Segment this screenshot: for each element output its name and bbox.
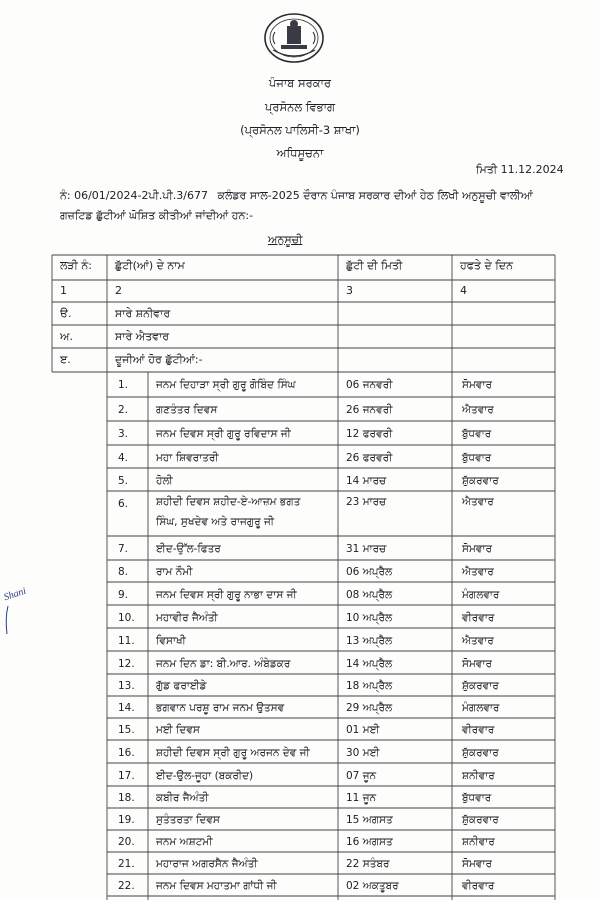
holiday-name: ਗਣਤੰਤਰ ਦਿਵਸ bbox=[156, 404, 218, 416]
holiday-name: ਜਨਮ ਅਸ਼ਟਮੀ bbox=[156, 836, 213, 848]
col-number-3: 3 bbox=[346, 284, 353, 297]
holiday-number: 7. bbox=[118, 543, 129, 555]
holiday-date: 10 ਅਪ੍ਰੈਲ bbox=[346, 612, 393, 624]
col-number-2: 2 bbox=[115, 284, 122, 297]
holiday-date: 08 ਅਪ੍ਰੈਲ bbox=[346, 589, 393, 601]
holiday-date: 01 ਮਈ bbox=[346, 724, 380, 736]
table-row bbox=[0, 674, 600, 696]
reference-number: ਨੰ: 06/01/2024-2ਪੀ.ਪੀ.3/677 bbox=[60, 189, 208, 202]
holiday-day: ਬੁੱਧਵਾਰ bbox=[462, 452, 492, 464]
header-department: ਪ੍ਰਸੋਨਲ ਵਿਭਾਗ bbox=[264, 100, 336, 114]
holiday-number: 3. bbox=[118, 428, 129, 440]
reference-text-continued: ਗਜ਼ਟਿਡ ਛੁੱਟੀਆਂ ਘੋਸ਼ਿਤ ਕੀਤੀਆਂ ਜਾਂਦੀਆਂ ਹਨ:- bbox=[60, 209, 254, 222]
header-notification: ਅਧਿਸੂਚਨਾ bbox=[276, 146, 324, 160]
table-row bbox=[0, 628, 600, 651]
holiday-day: ਸੋਮਵਾਰ bbox=[462, 858, 492, 870]
holiday-number: 20. bbox=[118, 836, 135, 848]
holiday-day: ਐਤਵਾਰ bbox=[462, 635, 494, 647]
holiday-date: 12 ਫਰਵਰੀ bbox=[346, 428, 393, 440]
holiday-day: ਸੋਮਵਾਰ bbox=[462, 379, 492, 391]
col-header-name: ਛੁੱਟੀ(ਆਂ) ਦੇ ਨਾਮ bbox=[115, 259, 185, 272]
holiday-date: 22 ਸਤੰਬਰ bbox=[346, 858, 390, 870]
table-row bbox=[0, 718, 600, 740]
holiday-name-line2: ਸਿੰਘ, ਸੁਖਦੇਵ ਅਤੇ ਰਾਜਗੁਰੂ ਜੀ bbox=[156, 516, 275, 528]
holiday-day: ਐਤਵਾਰ bbox=[462, 566, 494, 578]
category-name: ਸਾਰੇ ਐਤਵਾਰ bbox=[115, 330, 170, 343]
holiday-name: ਸੁਤੰਤਰਤਾ ਦਿਵਸ bbox=[156, 814, 220, 826]
holiday-date: 14 ਅਪ੍ਰੈਲ bbox=[346, 658, 393, 670]
table-row bbox=[0, 852, 600, 874]
holiday-date: 26 ਜਨਵਰੀ bbox=[346, 404, 393, 416]
holiday-number: 10. bbox=[118, 612, 135, 624]
holiday-date: 06 ਜਨਵਰੀ bbox=[346, 379, 393, 391]
holiday-date: 11 ਜੂਨ bbox=[346, 792, 377, 804]
holiday-number: 4. bbox=[118, 452, 129, 464]
table-row bbox=[0, 808, 600, 830]
holiday-day: ਸ਼ੁੱਕਰਵਾਰ bbox=[462, 814, 499, 826]
col-header-serial: ਲੜੀ ਨੰ: bbox=[60, 259, 93, 272]
header-govt: ਪੰਜਾਬ ਸਰਕਾਰ bbox=[268, 76, 332, 90]
holiday-date: 13 ਅਪ੍ਰੈਲ bbox=[346, 635, 393, 647]
holiday-date: 30 ਮਈ bbox=[346, 747, 380, 759]
holiday-name: ਵਿਸਾਖੀ bbox=[156, 635, 186, 647]
holiday-name: ਮਹਾਰਾਜ ਅਗਰਸੈਨ ਜੈਅੰਤੀ bbox=[156, 858, 258, 870]
holiday-day: ਬੁੱਧਵਾਰ bbox=[462, 428, 492, 440]
holiday-name: ਈਦ-ਉੱਲ-ਫਿਤਰ bbox=[156, 543, 221, 555]
holiday-date: 07 ਜੂਨ bbox=[346, 770, 377, 782]
table-row bbox=[0, 445, 600, 468]
notification-date: ਮਿਤੀ 11.12.2024 bbox=[476, 163, 564, 176]
holiday-name: ਈਦ-ਉਲ-ਜੂਹਾ (ਬਕਰੀਦ) bbox=[156, 770, 254, 782]
holiday-day: ਮੰਗਲਵਾਰ bbox=[462, 589, 500, 601]
table-row bbox=[0, 582, 600, 605]
holiday-day: ਐਤਵਾਰ bbox=[462, 496, 494, 508]
holiday-name: ਮਹਾ ਸ਼ਿਵਰਾਤਰੀ bbox=[156, 452, 219, 464]
holiday-day: ਸੋਮਵਾਰ bbox=[462, 658, 492, 670]
holiday-date: 16 ਅਗਸਤ bbox=[346, 836, 393, 848]
holiday-name: ਜਨਮ ਦਿਵਸ ਸ੍ਰੀ ਗੁਰੂ ਰਵਿਦਾਸ ਜੀ bbox=[156, 428, 291, 440]
table-row bbox=[0, 536, 600, 560]
holiday-number: 19. bbox=[118, 814, 135, 826]
holiday-name: ਜਨਮ ਦਿਵਸ ਮਹਾਤਮਾ ਗਾਂਧੀ ਜੀ bbox=[156, 880, 277, 892]
table-row bbox=[0, 763, 600, 786]
holiday-day: ਸ਼ਨੀਵਾਰ bbox=[462, 836, 495, 848]
holiday-date: 15 ਅਗਸਤ bbox=[346, 814, 393, 826]
holiday-day: ਸ਼ੁੱਕਰਵਾਰ bbox=[462, 680, 499, 692]
margin-note-text: Shani bbox=[2, 585, 28, 604]
col-number-1: 1 bbox=[60, 284, 67, 297]
table-row bbox=[0, 874, 600, 896]
table-row bbox=[0, 421, 600, 445]
holiday-number: 13. bbox=[118, 680, 135, 692]
schedule-title: ਅਨੁਸੂਚੀ bbox=[268, 233, 303, 246]
holiday-number: 21. bbox=[118, 858, 135, 870]
holiday-name: ਰਾਮ ਨੌਮੀ bbox=[156, 566, 193, 578]
holiday-day: ਵੀਰਵਾਰ bbox=[462, 880, 495, 892]
category-name: ਦੂਜੀਆਂ ਹੋਰ ਛੁੱਟੀਆਂ:- bbox=[115, 353, 203, 366]
holiday-day: ਬੁੱਧਵਾਰ bbox=[462, 792, 492, 804]
table-row bbox=[0, 696, 600, 718]
holiday-date: 23 ਮਾਰਚ bbox=[346, 496, 387, 508]
holiday-number: 18. bbox=[118, 792, 135, 804]
table-row bbox=[0, 491, 600, 536]
holiday-number: 22. bbox=[118, 880, 135, 892]
holiday-name: ਜਨਮ ਦਿਵਸ ਸ੍ਰੀ ਗੁਰੂ ਨਾਭਾ ਦਾਸ ਜੀ bbox=[156, 589, 297, 601]
holiday-name: ਮਈ ਦਿਵਸ bbox=[156, 724, 200, 736]
table-row bbox=[0, 560, 600, 582]
table-row bbox=[0, 830, 600, 852]
col-number-4: 4 bbox=[460, 284, 467, 297]
category-name: ਸਾਰੇ ਸ਼ਨੀਵਾਰ bbox=[115, 307, 171, 320]
table-row bbox=[0, 468, 600, 491]
holiday-name: ਸ਼ਹੀਦੀ ਦਿਵਸ ਸ਼ਹੀਦ-ਏ-ਆਜ਼ਮ ਭਗਤ bbox=[156, 496, 301, 508]
holiday-number: 12. bbox=[118, 658, 135, 670]
holiday-name: ਹੋਲੀ bbox=[156, 475, 173, 487]
holiday-day: ਸ਼ੁੱਕਰਵਾਰ bbox=[462, 475, 499, 487]
reference-text: ਕਲੰਡਰ ਸਾਲ-2025 ਦੌਰਾਨ ਪੰਜਾਬ ਸਰਕਾਰ ਦੀਆਂ ਹੇਠ ਲਿਖੀ ਅਨੁਸੂਚੀ ਵਾਲੀਆਂ bbox=[217, 189, 533, 202]
holiday-number: 17. bbox=[118, 770, 135, 782]
holiday-day: ਵੀਰਵਾਰ bbox=[462, 724, 495, 736]
holiday-name: ਮਹਾਵੀਰ ਜੈਅੰਤੀ bbox=[156, 612, 218, 624]
holiday-date: 18 ਅਪ੍ਰੈਲ bbox=[346, 680, 393, 692]
holiday-number: 8. bbox=[118, 566, 129, 578]
holiday-date: 26 ਫਰਵਰੀ bbox=[346, 452, 393, 464]
holiday-day: ਸ਼ਨੀਵਾਰ bbox=[462, 770, 495, 782]
table-row bbox=[0, 651, 600, 674]
table-row bbox=[0, 740, 600, 763]
table-row bbox=[0, 372, 600, 397]
holiday-name: ਜਨਮ ਦਿਹਾੜਾ ਸ੍ਰੀ ਗੁਰੂ ਗੋਬਿੰਦ ਸਿੰਘ bbox=[156, 379, 296, 391]
category-label: ੲ. bbox=[60, 353, 71, 366]
holiday-name: ਜਨਮ ਦਿਨ ਡਾ: ਬੀ.ਆਰ. ਅੰਬੇਡਕਰ bbox=[156, 658, 291, 670]
holiday-number: 6. bbox=[118, 498, 129, 510]
holiday-name: ਕਬੀਰ ਜੈਅੰਤੀ bbox=[156, 792, 209, 804]
holiday-day: ਵੀਰਵਾਰ bbox=[462, 612, 495, 624]
col-header-day: ਹਫਤੇ ਦੇ ਦਿਨ bbox=[460, 259, 513, 272]
header-branch: (ਪ੍ਰਸੋਨਲ ਪਾਲਿਸੀ-3 ਸ਼ਾਖਾ) bbox=[240, 123, 360, 137]
table-row bbox=[0, 605, 600, 628]
holiday-name: ਸ਼ਹੀਦੀ ਦਿਵਸ ਸ੍ਰੀ ਗੁਰੂ ਅਰਜਨ ਦੇਵ ਜੀ bbox=[156, 747, 310, 759]
category-label: ਅ. bbox=[60, 330, 73, 343]
holiday-name: ਗੁੱਡ ਫਰਾਈਡੇ bbox=[156, 680, 207, 692]
holiday-number: 5. bbox=[118, 475, 129, 487]
category-label: ੳ. bbox=[60, 307, 72, 320]
holiday-number: 1. bbox=[118, 379, 129, 391]
holiday-name: ਭਗਵਾਨ ਪਰਸ਼ੂ ਰਾਮ ਜਨਮ ਉਤਸਵ bbox=[156, 702, 285, 714]
holiday-date: 02 ਅਕਤੂਬਰ bbox=[346, 880, 399, 892]
table-row bbox=[0, 397, 600, 421]
table-row bbox=[0, 786, 600, 808]
holiday-number: 2. bbox=[118, 404, 129, 416]
holiday-number: 16. bbox=[118, 747, 135, 759]
holiday-day: ਮੰਗਲਵਾਰ bbox=[462, 702, 500, 714]
holiday-date: 31 ਮਾਰਚ bbox=[346, 543, 387, 555]
holiday-date: 29 ਅਪ੍ਰੈਲ bbox=[346, 702, 393, 714]
holiday-number: 14. bbox=[118, 702, 135, 714]
holiday-date: 06 ਅਪ੍ਰੈਲ bbox=[346, 566, 393, 578]
holiday-day: ਐਤਵਾਰ bbox=[462, 404, 494, 416]
holiday-day: ਸੋਮਵਾਰ bbox=[462, 543, 492, 555]
col-header-date: ਛੁੱਟੀ ਦੀ ਮਿਤੀ bbox=[346, 259, 403, 272]
holiday-number: 9. bbox=[118, 589, 129, 601]
holiday-number: 15. bbox=[118, 724, 135, 736]
holiday-day: ਸ਼ੁੱਕਰਵਾਰ bbox=[462, 747, 499, 759]
holiday-date: 14 ਮਾਰਚ bbox=[346, 475, 387, 487]
holiday-number: 11. bbox=[118, 635, 135, 647]
